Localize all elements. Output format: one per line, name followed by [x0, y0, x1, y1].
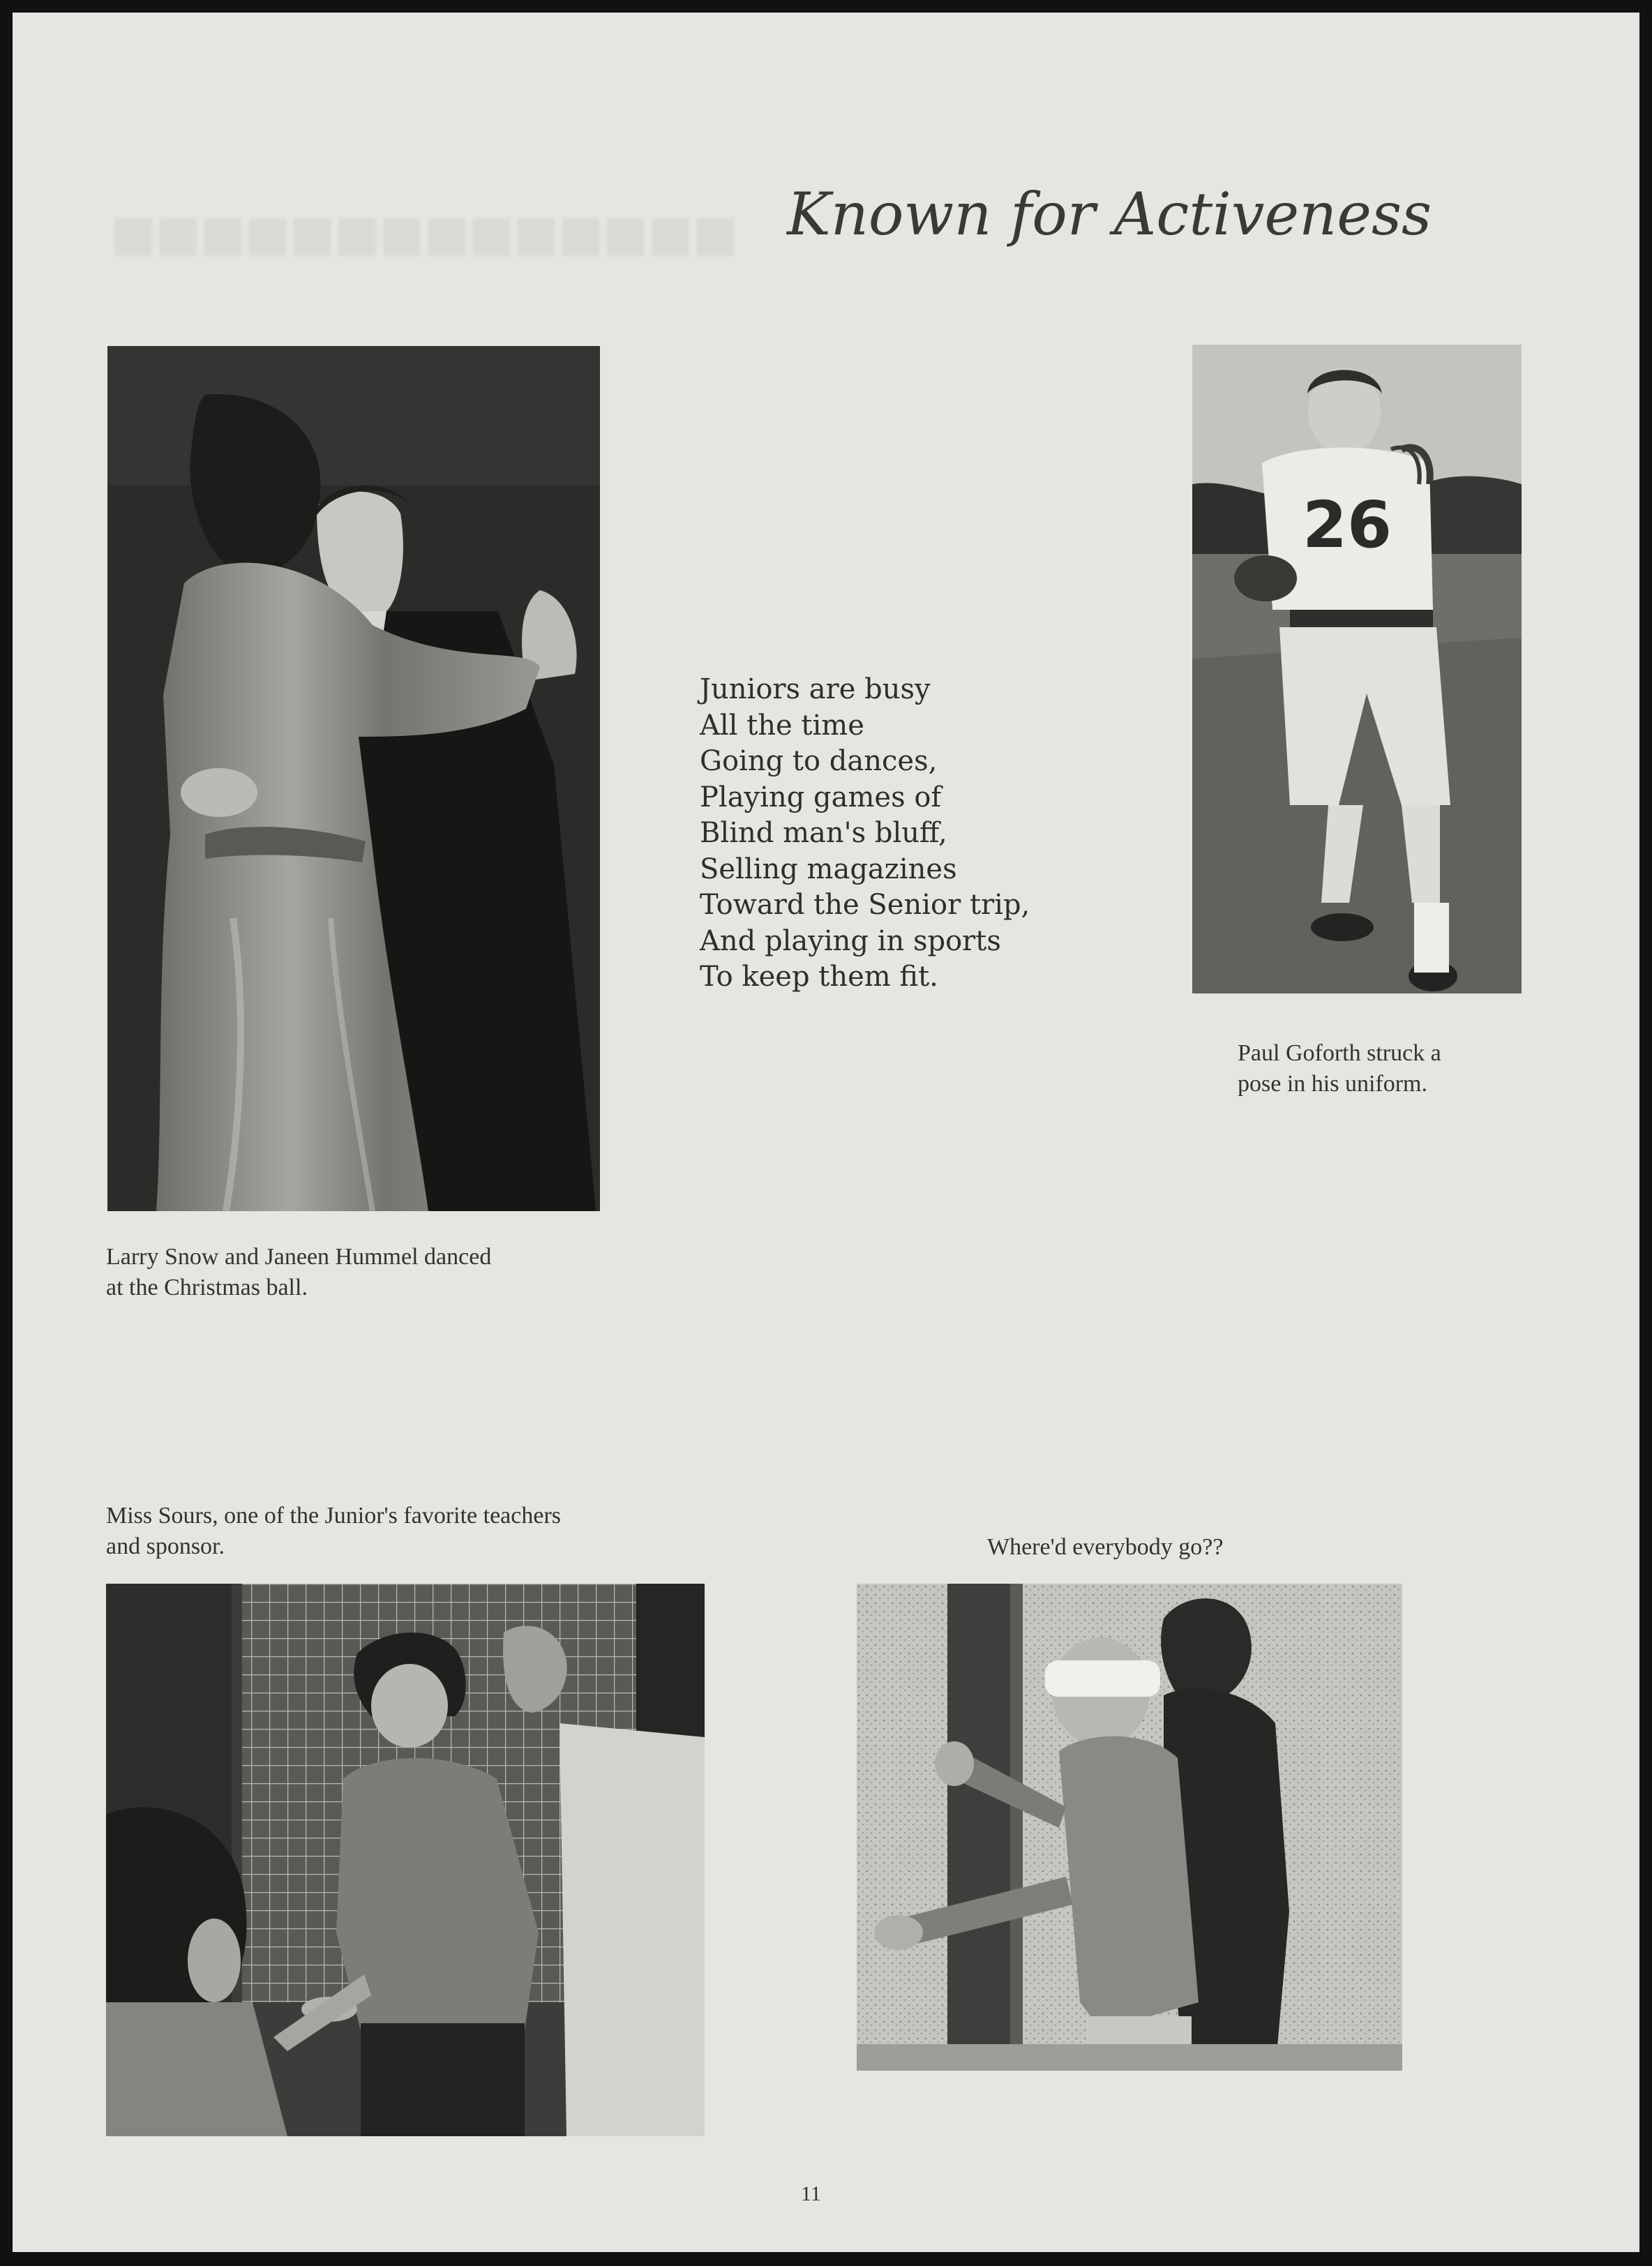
poem-line: Going to dances, — [700, 745, 938, 777]
football-caption — [1238, 1038, 1441, 1100]
poem-line: Toward the Senior trip, — [700, 889, 1030, 921]
classroom-photo — [106, 1584, 705, 2136]
poem-line: To keep them fit. — [700, 961, 938, 993]
page-number: 11 — [801, 2182, 821, 2205]
jersey-number: 26 — [1302, 488, 1392, 562]
page-title: Known for Activeness — [787, 180, 1432, 248]
dance-caption — [106, 1242, 491, 1303]
football-caption-line1: Paul Goforth struck a — [1238, 1040, 1441, 1066]
classroom-caption-line2: and sponsor. — [106, 1533, 225, 1559]
blindfold-caption-line1: Where'd everybody go?? — [987, 1534, 1224, 1560]
football-photo — [1192, 345, 1522, 993]
classroom-caption — [106, 1501, 561, 1562]
blindfold-caption — [987, 1532, 1223, 1563]
poem-line: And playing in sports — [700, 924, 1001, 957]
yearbook-page — [13, 13, 1639, 2252]
dance-caption-line1: Larry Snow and Janeen Hummel danced — [106, 1244, 492, 1270]
poem-line: Selling magazines — [700, 853, 957, 885]
dance-photo — [107, 346, 600, 1211]
dance-caption-line2: at the Christmas ball. — [106, 1275, 308, 1300]
poem-line: Blind man's bluff, — [700, 817, 947, 849]
poem — [700, 672, 1030, 996]
football-caption-line2: pose in his uniform. — [1238, 1071, 1427, 1097]
bleed-through-text: ■■■■■■■■■■■■■■ — [110, 204, 737, 262]
poem-line: All the time — [700, 709, 864, 742]
blindfold-photo — [857, 1584, 1402, 2071]
poem-line: Juniors are busy — [700, 673, 931, 705]
poem-line: Playing games of — [700, 781, 942, 813]
classroom-caption-line1: Miss Sours, one of the Junior's favorite teachers — [106, 1503, 561, 1529]
